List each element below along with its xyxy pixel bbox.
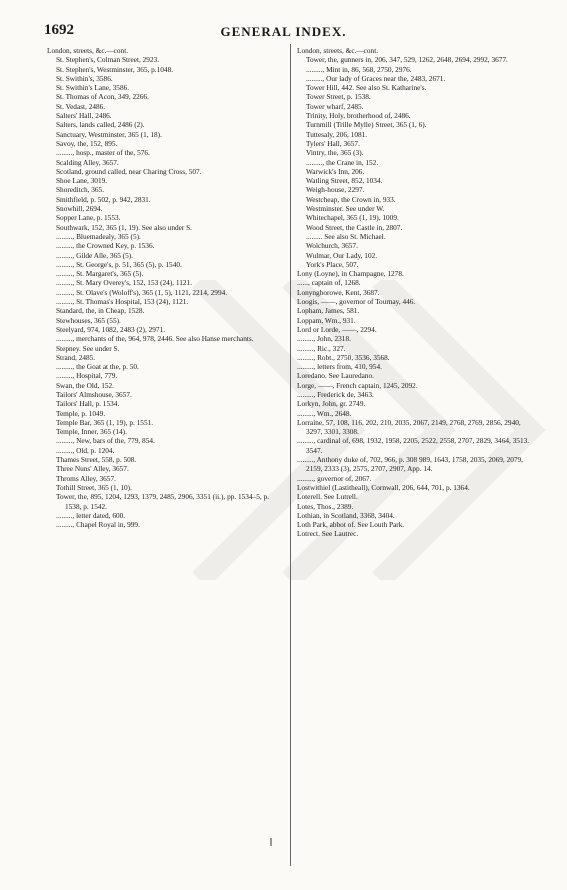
index-entry: Temple, p. 1049. (56, 408, 106, 418)
index-entry: Thames Street, 558, p. 508. (56, 455, 137, 465)
index-entry: ........., Hospital, 779. (56, 371, 118, 381)
index-entry: Lonyngborowe, Kent, 3687. (297, 287, 380, 297)
index-entry: Tylers' Hall, 3657. (306, 138, 360, 148)
index-entry: Loredano. See Lauredano. (297, 371, 374, 381)
index-entry: ........., cardinal of, 698, 1932, 1958, 2205, 2522, 2558, 2707, 2829, 3464, 3513. 3547. (297, 436, 530, 455)
index-entry: Throms Alley, 3657. (56, 473, 116, 483)
index-entry: Southwark, 152, 365 (1, 19). See also under S. (56, 222, 192, 232)
index-entry: London, streets, &c.—cont. (297, 46, 379, 55)
index-entry: Lostwithiel (Lastitheall), Cornwall, 206, 644, 701, p. 1364. (297, 482, 470, 492)
index-entry: Shoreditch, 365. (56, 185, 105, 195)
index-entry: ........., governor of, 2067. (297, 473, 372, 483)
index-entry: Smithfield, p. 502, p. 942, 2831. (56, 194, 151, 204)
index-entry: Stepney. See under S. (56, 343, 120, 353)
index-entry: ........., hosp., master of the, 576. (56, 148, 150, 158)
index-entry: Tuttesaly, 206, 1081. (306, 129, 368, 139)
index-entry: Wolchurch, 3657. (306, 241, 358, 251)
index-entry: Trinity, Holy, brotherhood of, 2486. (306, 111, 411, 121)
left-index-column (47, 46, 282, 529)
index-entry: St. Swithin's, 3586. (56, 73, 113, 83)
index-entry: Wood Street, the Castle in, 2807. (306, 222, 403, 232)
index-entry: Shoe Lane, 3019. (56, 176, 108, 186)
index-entry: Whitechapel, 365 (1, 19), 1009. (306, 213, 399, 223)
index-entry: Lorge, ——, French captain, 1245, 2092. (297, 380, 418, 390)
index-entry: Lord or Lorde, ——, 2294. (297, 324, 377, 334)
index-entry: ........., Robt., 2750, 3536, 3568. (297, 352, 390, 362)
page-mark (270, 838, 272, 846)
index-entry: ........., Chapel Royal in, 999. (56, 520, 140, 530)
index-entry: Tower Hill, 442. See also St. Katharine's. (306, 83, 427, 93)
index-entry: Loogis, ——, governor of Tournay, 446. (297, 297, 416, 307)
index-entry: ........., Anthony duke of, 702, 966, p. 308 989, 1643, 1758, 2035, 2069, 2079, 2159, 2333 (3), 2575, 2707, 2907, App. 14. (297, 455, 523, 474)
index-entry: ........., Mint in, 86, 568, 2750, 2976. (306, 64, 412, 74)
index-entry: Temple Bar, 365 (1, 19), p. 1551. (56, 417, 154, 427)
right-index-column (297, 46, 532, 539)
index-entry: Loppam, Wm., 931. (297, 315, 356, 325)
index-entry: Wulmar, Our Lady, 102. (306, 250, 378, 260)
index-entry: Weigh-house, 2297. (306, 185, 365, 195)
index-entry: St. Vedast, 2486. (56, 101, 106, 111)
index-entry: Watling Street, 852, 1034. (306, 176, 383, 186)
index-entry: Savoy, the, 152, 895. (56, 138, 118, 148)
index-entry: Tothill Street, 365 (1, 10). (56, 482, 132, 492)
index-entry: St. Swithin's Lane, 3586. (56, 83, 130, 93)
index-entry: Tower, the, 895, 1204, 1293, 1379, 2485, 2906, 3351 (ii.), pp. 1534–5, p. 1538, p. 1542. (56, 492, 270, 511)
index-entry: Swan, the Old, 152. (56, 380, 114, 390)
index-entry: ........., New, bars of the, 779, 854. (56, 436, 155, 446)
index-entry: ........., the Crane in, 152. (306, 157, 379, 167)
index-entry: ........., St. Thomas's Hospital, 153 (24), 1121. (56, 297, 189, 307)
index-entry: ........., the Crowned Key, p. 1536. (56, 241, 155, 251)
index-entry: Vintry, the, 365 (3). (306, 148, 364, 158)
index-entry: ........., Old, p. 1204. (56, 445, 115, 455)
index-entry: ........., St. Margaret's, 365 (5). (56, 269, 144, 279)
page-number: 1692 (44, 22, 74, 38)
index-entry: Tower wharf, 2485. (306, 101, 364, 111)
index-entry: Tailors' Almshouse, 3657. (56, 389, 132, 399)
index-entry: Westcheap, the Crown in, 933. (306, 194, 396, 204)
index-entry: Salters, lands called, 2486 (2). (56, 120, 145, 130)
index-entry: ........., letters from, 410, 954. (297, 362, 382, 372)
index-entry: ........., merchants of the, 964, 978, 2446. See also Hanse merchants. (56, 334, 254, 344)
index-entry: Stewhouses, 365 (55). (56, 315, 121, 325)
index-entry: Sopper Lane, p. 1553. (56, 213, 121, 223)
index-entry: Scalding Alley, 3657. (56, 157, 119, 167)
index-entry: Westminster. See under W. (306, 204, 385, 214)
index-entry: ........., the Goat at the, p. 50. (56, 362, 139, 372)
index-entry: Warwick's Inn, 206. (306, 166, 365, 176)
index-entry: Lorkyn, John, gr. 2749. (297, 399, 366, 409)
index-entry: Lopham, James, 581. (297, 306, 360, 316)
index-entry: Lotrect. See Lautrec. (297, 529, 359, 539)
index-entry: ........., Ric., 327. (297, 343, 346, 353)
index-entry: ........., Frederick de, 3463. (297, 389, 374, 399)
index-entry: ........., letter dated, 600. (56, 510, 126, 520)
index-entry: Strand, 2485. (56, 352, 96, 362)
index-entry: Three Nuns' Alley, 3657. (56, 464, 129, 474)
index-entry: Lorraine, 57, 108, 116, 202, 210, 2035, 2067, 2149, 2768, 2769, 2856, 2940, 3297, 3301, 3308. (297, 417, 521, 437)
column-divider (290, 44, 291, 866)
index-entry: ......... See also St. Michael. (306, 231, 386, 241)
index-entry: York's Place, 507. (306, 259, 359, 269)
index-entry: St. Thomas of Acon, 349, 2266. (56, 92, 149, 102)
index-entry: Loth Park, abbot of. See Louth Park. (297, 520, 405, 530)
index-entry: Scotland, ground called, near Charing Cross, 507. (56, 166, 202, 176)
index-entry: ........., Wm., 2648. (297, 408, 352, 418)
index-entry: Tower, the, gunners in, 206, 347, 529, 1262, 2648, 2694, 2992, 3677. (306, 55, 508, 65)
index-entry: Lony (Loyne), in Champagne, 1278. (297, 269, 404, 279)
index-entry: Tailors' Hall, p. 1534. (56, 399, 120, 409)
running-head: GENERAL INDEX. (220, 24, 347, 39)
index-entry: London, streets, &c.—cont. (47, 46, 129, 55)
index-entry: Lothian, in Scotland, 3368, 3404. (297, 510, 395, 520)
index-entry: ........., Our lady of Graces near the, 2483, 2671. (306, 73, 446, 83)
index-entry: Loterell. See Lutrell. (297, 492, 358, 502)
index-entry: Standard, the, in Cheap, 1528. (56, 306, 145, 316)
index-entry: Steelyard, 974, 1082, 2483 (2), 2971. (56, 324, 166, 334)
index-entry: ........., John, 2318. (297, 334, 351, 344)
index-entry: ........., St. George's, p. 51, 365 (5), p. 1540. (56, 259, 182, 269)
index-entry: Temple, Inner, 365 (14). (56, 427, 127, 437)
index-entry: Tower Street, p. 1538. (306, 92, 371, 102)
index-entry: ........., Bluemadealy, 365 (5). (56, 231, 141, 241)
index-entry: St. Stephen's, Colman Street, 2923. (56, 55, 160, 65)
index-entry: ........., St. Olave's (Woloff's), 365 (1, 5), 1121, 2214, 2994. (56, 287, 228, 297)
index-entry: Sanctuary, Westminster, 365 (1, 18). (56, 129, 162, 139)
index-entry: Snowhill, 2694. (56, 204, 103, 214)
index-entry: ........., Gilde Alle, 365 (5). (56, 250, 134, 260)
index-entry: ......, captain of, 1268. (297, 278, 361, 288)
index-entry: Turnmill (Trille Mylle) Street, 365 (1, 6). (306, 120, 427, 130)
index-entry: ........., St. Mary Overey's, 152, 153 (24), 1121. (56, 278, 193, 288)
index-entry: Lotes, Thos., 2389. (297, 501, 354, 511)
index-entry: St. Stephen's, Westminster, 365, p.1048. (56, 64, 174, 74)
index-entry: Salters' Hall, 2486. (56, 111, 112, 121)
